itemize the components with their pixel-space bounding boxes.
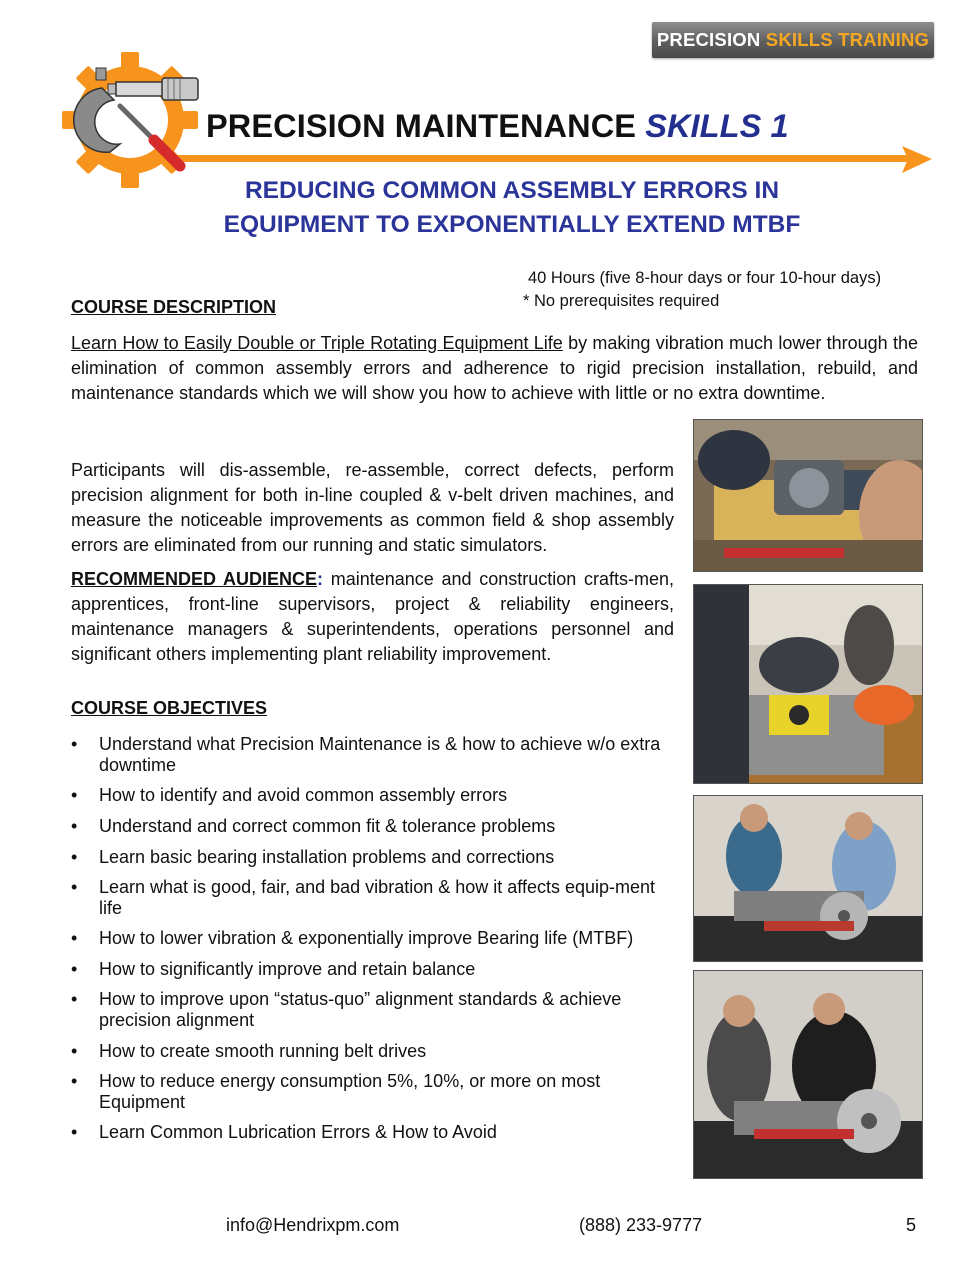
bullet-icon: • <box>71 847 78 867</box>
objective-text: How to reduce energy consumption 5%, 10%, or more on most Equipment <box>99 1071 601 1112</box>
objective-item <box>71 785 681 806</box>
recommended-audience-label: RECOMMENDED AUDIENCE <box>71 569 318 589</box>
bullet-icon: • <box>71 989 78 1009</box>
subtitle-line-2: EQUIPMENT TO EXPONENTIALLY EXTEND MTBF <box>223 211 801 238</box>
bullet-icon: • <box>71 1122 78 1142</box>
bullet-icon: • <box>71 785 78 805</box>
objective-text: How to lower vibration & exponentially improve Bearing life (MTBF) <box>99 928 634 948</box>
objective-text: Learn basic bearing installation problems and corrections <box>99 847 555 867</box>
objective-text: How to improve upon “status-quo” alignment standards & achieve precision alignment <box>99 989 622 1030</box>
objective-item <box>71 816 681 837</box>
objective-item <box>71 1122 681 1143</box>
recommended-audience-text: maintenance and construction crafts-men, apprentices, front-line supervisors, project & reliability engineers, maintenance managers & superintendents, operations personnel and significant others implementing plant reliability improvement. <box>71 569 675 664</box>
objective-item <box>71 734 681 776</box>
bullet-icon: • <box>71 1041 78 1061</box>
objective-text: Understand and correct common fit & tolerance problems <box>99 816 556 836</box>
badge-word-precision: PRECISION <box>656 29 761 50</box>
bullet-icon: • <box>71 928 78 948</box>
bullet-icon: • <box>71 1071 78 1091</box>
recommended-audience-paragraph <box>71 567 674 667</box>
objective-text: Learn Common Lubrication Errors & How to Avoid <box>99 1122 497 1142</box>
objective-text: Learn what is good, fair, and bad vibration & how it affects equip-ment life <box>99 877 656 918</box>
title-skills-level: SKILLS 1 <box>645 108 789 144</box>
bullet-icon: • <box>71 734 78 754</box>
program-badge <box>652 22 934 58</box>
objective-text: How to significantly improve and retain balance <box>99 959 476 979</box>
course-description-body: by making vibration much lower through the elimination of common assembly errors and adherence to rigid precision installation, rebuild, and maintenance standards which we will show you how to achieve with little or no extra downtime. <box>71 333 918 403</box>
contact-email[interactable]: info@Hendrixpm.com <box>226 1215 400 1235</box>
contact-phone[interactable]: (888) 233-9777 <box>579 1215 703 1235</box>
page-subtitle <box>150 174 874 242</box>
objective-item <box>71 1071 681 1113</box>
badge-word-skills-training: SKILLS TRAINING <box>765 29 930 50</box>
course-prerequisites: * No prerequisites required <box>523 292 720 310</box>
training-photo-alignment <box>693 419 923 572</box>
page-number: 5 <box>906 1215 917 1235</box>
bullet-icon: • <box>71 877 78 897</box>
objective-item <box>71 928 681 949</box>
page-title <box>206 108 789 145</box>
objective-item <box>71 877 681 919</box>
objective-text: Understand what Precision Maintenance is & how to achieve w/o extra downtime <box>99 734 661 775</box>
course-description-heading: COURSE DESCRIPTION <box>71 297 277 317</box>
title-main: PRECISION MAINTENANCE <box>206 108 637 144</box>
bullet-icon: • <box>71 816 78 836</box>
participants-paragraph: Participants will dis-assemble, re-assemble, correct defects, perform precision alignment for both in-line coupled & v-belt driven machines, and measure the noticeable improvements as common field & shop assembly errors are eliminated from our running and static simulators. <box>71 460 674 555</box>
subtitle-line-1: REDUCING COMMON ASSEMBLY ERRORS IN <box>244 177 780 204</box>
course-objectives-heading: COURSE OBJECTIVES <box>71 698 268 718</box>
objective-item <box>71 847 681 868</box>
training-photo-instructor <box>693 970 923 1179</box>
course-duration: 40 Hours (five 8-hour days or four 10-hour days) <box>528 269 882 287</box>
recommended-audience-colon: : <box>317 569 324 589</box>
training-photo-group <box>693 795 923 962</box>
objective-item <box>71 959 681 980</box>
course-description-lead: Learn How to Easily Double or Triple Rotating Equipment Life <box>71 333 563 353</box>
course-description-paragraph <box>71 331 918 406</box>
training-photo-simulator <box>693 584 923 784</box>
objective-text: How to identify and avoid common assembly errors <box>99 785 508 805</box>
objective-text: How to create smooth running belt drives <box>99 1041 427 1061</box>
gear-micrometer-icon <box>62 48 206 188</box>
objective-item <box>71 1041 681 1062</box>
objective-item <box>71 989 681 1031</box>
bullet-icon: • <box>71 959 78 979</box>
title-underline-arrow <box>150 144 932 178</box>
